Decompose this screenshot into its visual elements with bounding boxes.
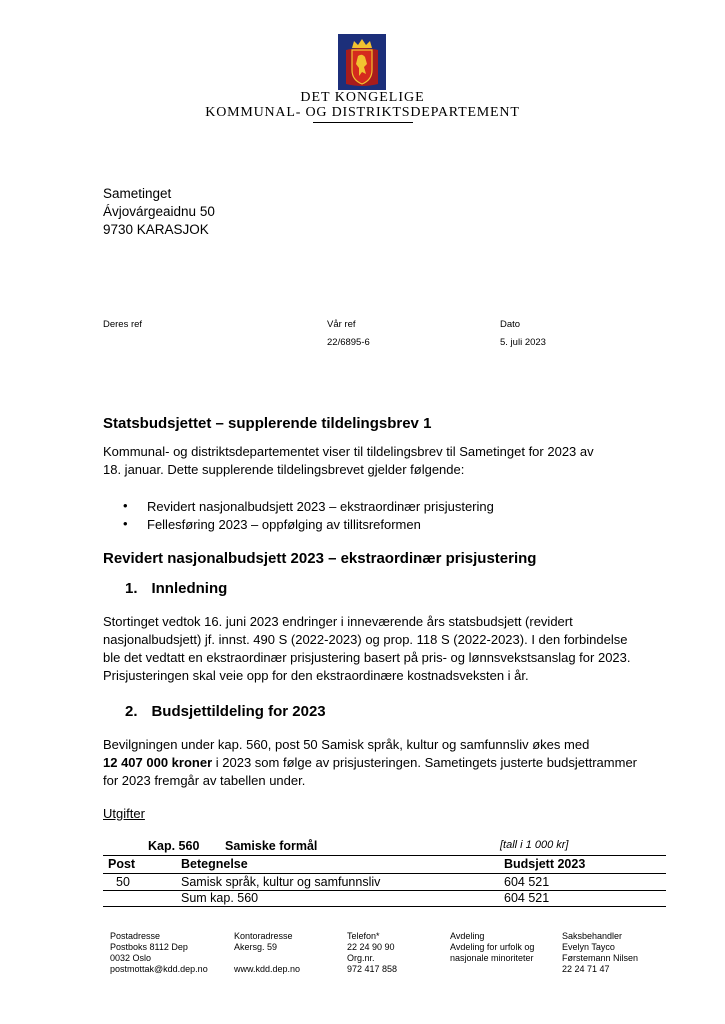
footer-email-link[interactable]: postmottak@kdd.dep.no bbox=[110, 964, 208, 974]
table-rule bbox=[103, 906, 666, 907]
table-cell-budsjett: 604 521 bbox=[504, 875, 550, 889]
column-header-budsjett: Budsjett 2023 bbox=[504, 857, 586, 871]
recipient-street: Ávjovárgeaidnu 50 bbox=[103, 204, 215, 219]
footer-text: Kontoradresse bbox=[234, 931, 293, 941]
utgifter-label: Utgifter bbox=[103, 806, 145, 821]
subheading-number: 1. bbox=[125, 580, 138, 597]
paragraph-line-rest: i 2023 som følge av prisjusteringen. Sametingets justerte budsjettrammer bbox=[212, 755, 638, 770]
recipient-city: 9730 KARASJOK bbox=[103, 222, 209, 237]
table-cell-betegnelse: Sum kap. 560 bbox=[181, 891, 259, 905]
footer-text: Telefon* bbox=[347, 931, 380, 941]
amount-bold: 12 407 000 kroner bbox=[103, 755, 213, 770]
column-header-betegnelse: Betegnelse bbox=[181, 857, 248, 871]
footer-text: nasjonale minoriteter bbox=[450, 953, 534, 963]
bullet-icon: • bbox=[123, 516, 128, 531]
deres-ref-label: Deres ref bbox=[103, 319, 143, 330]
list-item-text: Fellesføring 2023 – oppfølging av tillitsreformen bbox=[147, 517, 421, 532]
footer-text: Evelyn Tayco bbox=[562, 942, 615, 952]
intro-line: 18. januar. Dette supplerende tildelingsbrevet gjelder følgende: bbox=[103, 462, 465, 477]
subheading-title: Innledning bbox=[151, 580, 228, 597]
innledning-paragraph bbox=[103, 613, 663, 685]
dato-value: 5. juli 2023 bbox=[500, 337, 546, 348]
footer-text bbox=[450, 964, 534, 975]
footer-text: 0032 Oslo bbox=[110, 953, 152, 963]
letter-title: Statsbudsjettet – supplerende tildelingsbrev 1 bbox=[103, 415, 432, 432]
coat-of-arms-icon bbox=[338, 34, 386, 90]
footer-text: 22 24 90 90 bbox=[347, 942, 395, 952]
var-ref-value: 22/6895-6 bbox=[327, 337, 370, 348]
subheading-budsjettildeling bbox=[125, 703, 326, 721]
list-item-text: Revidert nasjonalbudsjett 2023 – ekstraordinær prisjustering bbox=[147, 499, 494, 514]
subheading-title: Budsjettildeling for 2023 bbox=[151, 703, 326, 720]
intro-line: Kommunal- og distriktsdepartementet viser til tildelingsbrev til Sametinget for 2023 av bbox=[103, 444, 594, 459]
table-rule bbox=[103, 873, 666, 874]
footer-text: Org.nr. bbox=[347, 953, 375, 963]
footer-text: Akersg. 59 bbox=[234, 942, 278, 952]
bullet-icon: • bbox=[123, 498, 128, 513]
footer-text bbox=[234, 953, 300, 964]
table-cell-budsjett: 604 521 bbox=[504, 891, 550, 905]
footer-text: Postboks 8112 Dep bbox=[110, 942, 188, 952]
column-header-post: Post bbox=[108, 857, 136, 871]
subheading-innledning bbox=[125, 580, 227, 598]
table-kap: Kap. 560 bbox=[148, 839, 200, 853]
budsjettildeling-paragraph bbox=[103, 736, 673, 790]
footer-telefon bbox=[347, 931, 397, 975]
paragraph-line: Bevilgningen under kap. 560, post 50 Samisk språk, kultur og samfunnsliv økes med bbox=[103, 737, 590, 752]
footer-text: Avdeling for urfolk og bbox=[450, 942, 535, 952]
table-kap-title: Samiske formål bbox=[225, 839, 318, 853]
footer-text: 972 417 858 bbox=[347, 964, 398, 974]
dato-label: Dato bbox=[500, 319, 521, 330]
footer-text: Postadresse bbox=[110, 931, 161, 941]
footer-postadresse bbox=[110, 931, 208, 975]
recipient-address bbox=[103, 185, 215, 239]
paragraph-line: ble det vedtatt en ekstraordinær prisjustering basert på pris- og lønnsvekstsanslag for 2023. bbox=[103, 650, 631, 665]
department-name-line2: KOMMUNAL- OG DISTRIKTSDEPARTEMENT bbox=[205, 105, 520, 120]
table-cell-betegnelse: Samisk språk, kultur og samfunnsliv bbox=[181, 875, 381, 889]
recipient-name: Sametinget bbox=[103, 186, 172, 201]
subheading-number: 2. bbox=[125, 703, 138, 720]
paragraph-line: Prisjusteringen skal veie opp for den ekstraordinære kostnadsveksten i år. bbox=[103, 668, 529, 683]
footer-text: Saksbehandler bbox=[562, 931, 623, 941]
paragraph-line: for 2023 fremgår av tabellen under. bbox=[103, 773, 306, 788]
paragraph-line: Stortinget vedtok 16. juni 2023 endringer i inneværende års statsbudsjett (revidert bbox=[103, 614, 573, 629]
footer-web-link[interactable]: www.kdd.dep.no bbox=[234, 964, 301, 974]
footer-text: Førstemann Nilsen bbox=[562, 953, 639, 963]
table-cell-post: 50 bbox=[116, 875, 130, 889]
section-heading: Revidert nasjonalbudsjett 2023 – ekstraordinær prisjustering bbox=[103, 550, 537, 567]
footer-saksbehandler bbox=[562, 931, 638, 975]
table-rule bbox=[103, 855, 666, 856]
footer-kontoradresse bbox=[234, 931, 300, 975]
intro-paragraph bbox=[103, 443, 663, 479]
footer-avdeling bbox=[450, 931, 534, 975]
paragraph-line: nasjonalbudsjett) jf. innst. 490 S (2022-2023) og prop. 118 S (2022-2023). I den forbindelse bbox=[103, 632, 628, 647]
var-ref-label: Vår ref bbox=[327, 319, 356, 330]
footer-text: Avdeling bbox=[450, 931, 485, 941]
paragraph-line bbox=[103, 754, 673, 772]
department-name-line1: DET KONGELIGE bbox=[300, 90, 425, 105]
table-unit: [tall i 1 000 kr] bbox=[500, 839, 569, 851]
footer-text: 22 24 71 47 bbox=[562, 964, 610, 974]
letterhead-divider bbox=[313, 122, 413, 123]
